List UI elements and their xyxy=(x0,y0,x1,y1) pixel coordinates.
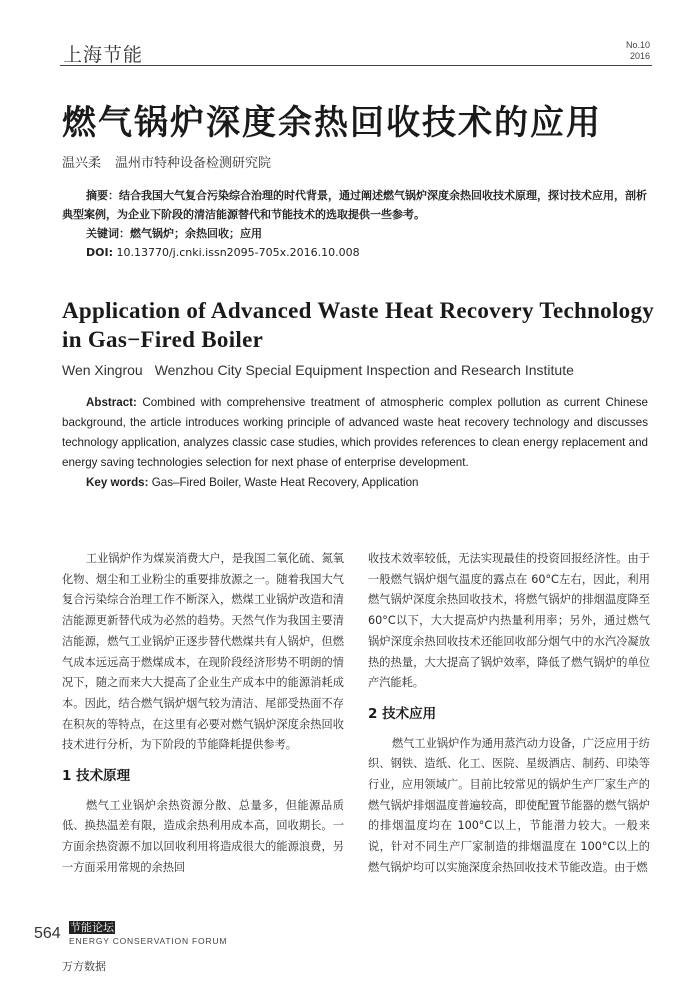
forum-label-cn: 节能论坛 xyxy=(70,921,114,934)
header-rule xyxy=(60,65,652,66)
body-paragraph: 收技术效率较低，无法实现最佳的投资回报经济性。由于一般燃气锅炉烟气温度的露点在 60°C左右，因此，利用燃气锅炉深度余热回收技术，将燃气锅炉的排烟温度降至 60°C以下，大大提高炉内热量利用率；另外，通过燃气锅炉深度余热回收技术还能回收部分烟气中的水汽冷凝放热的热量，大大提高了锅炉效率，降低了燃气锅炉的单位产汽能耗。 xyxy=(368,552,650,690)
issue-info xyxy=(626,40,650,62)
doi-value: 10.13770/j.cnki.issn2095-705x.2016.10.008 xyxy=(116,246,360,259)
author-line-cn xyxy=(62,152,271,171)
abstract-cn-text: 结合我国大气复合污染综合治理的时代背景，通过阐述燃气锅炉深度余热回收技术原理，探讨技术应用，剖析典型案例，为企业下阶段的清洁能源替代和节能技术的选取提供一些参考。 xyxy=(62,189,647,221)
author-name-en: Wen Xingrou xyxy=(62,362,143,378)
forum-name-en: ENERGY CONSERVATION FORUM xyxy=(69,936,228,946)
author-line-en xyxy=(62,362,574,378)
issue-number: No.10 xyxy=(625,40,650,50)
watermark-text: 万方数据 xyxy=(62,960,106,973)
body-column-right xyxy=(368,549,650,879)
article-title-en: Application of Advanced Waste Heat Recovery Technology in Gas−Fired Boiler xyxy=(62,298,655,352)
article-title-cn: 燃气锅炉深度余热回收技术的应用 xyxy=(62,103,602,143)
keywords-cn-label: 关键词： xyxy=(86,227,130,240)
doi-label: DOI: xyxy=(86,246,113,259)
body-paragraph: 工业锅炉作为煤炭消费大户，是我国二氧化硫、氮氧化物、烟尘和工业粉尘的重要排放源之一。随着我国大气复合污染综合治理工作不断深入，燃煤工业锅炉改造和清洁能源更新替代成为必然的趋势。天然气作为我国主要清洁能源，燃气工业锅炉正逐步替代燃煤共有人锅炉，但燃气成本远远高于燃煤成本，在现阶段经济形势不明朗的情况下，随之而来大大提高了企业生产成本中的能源消耗成本。因此，结合燃气锅炉烟气较为清洁、尾部受热面不存在积灰的等特点，在这里有必要对燃气锅炉深度余热回收技术进行分析，为下阶段的节能降耗提供参考。 xyxy=(62,552,344,752)
section-heading-2: 2 技术应用 xyxy=(368,705,437,722)
keywords-en-label: Key words: xyxy=(86,476,149,489)
section-heading-1: 1 技术原理 xyxy=(62,768,131,785)
abstract-en-label: Abstract: xyxy=(86,396,137,409)
forum-name-cn xyxy=(69,919,115,935)
body-paragraph: 燃气工业锅炉余热资源分散、总量多，但能源品质低、换热温差有限，造成余热利用成本高，回收期长。一方面余热资源不加以回收利用将造成很大的能源浪费，另一方面采用常规的余热回 xyxy=(62,798,344,874)
abstract-en-block xyxy=(62,393,648,493)
issue-year: 2016 xyxy=(629,51,650,61)
body-column-left xyxy=(62,549,344,879)
abstract-cn-label: 摘要： xyxy=(86,189,119,202)
page-number: 564 xyxy=(34,925,61,942)
keywords-en: Gas–Fired Boiler, Waste Heat Recovery, Application xyxy=(151,476,419,489)
author-name-cn: 温兴柔 xyxy=(62,156,102,171)
keywords-cn: 燃气锅炉；余热回收；应用 xyxy=(130,227,262,240)
author-affiliation-cn: 温州市特种设备检测研究院 xyxy=(115,156,272,171)
journal-name: 上海节能 xyxy=(63,44,144,66)
author-affiliation-en: Wenzhou City Special Equipment Inspection and Research Institute xyxy=(154,362,574,378)
abstract-cn-block xyxy=(62,186,648,262)
body-paragraph: 燃气工业锅炉作为通用蒸汽动力设备，广泛应用于纺织、钢铁、造纸、化工、医院、星级酒店、制药、印染等行业，应用领域广。目前比较常见的锅炉生产厂家生产的燃气锅炉排烟温度普遍较高，即使配置节能器的燃气锅炉的排烟温度均在 100°C以上，节能潜力较大。一般来说，针对不同生产厂家制造的排烟温度在 100°C以上的燃气锅炉均可以实施深度余热回收技术节能改造。由于燃 xyxy=(368,736,650,874)
abstract-en-text: Combined with comprehensive treatment of atmospheric complex pollution as current Chinese background, the article introduces working principle of advanced waste heat recovery technology and discusses technology application, analyzes classic case studies, which provides references to clean energy replacement and energy saving technologies selection for next phase of enterprise development. xyxy=(62,396,648,469)
